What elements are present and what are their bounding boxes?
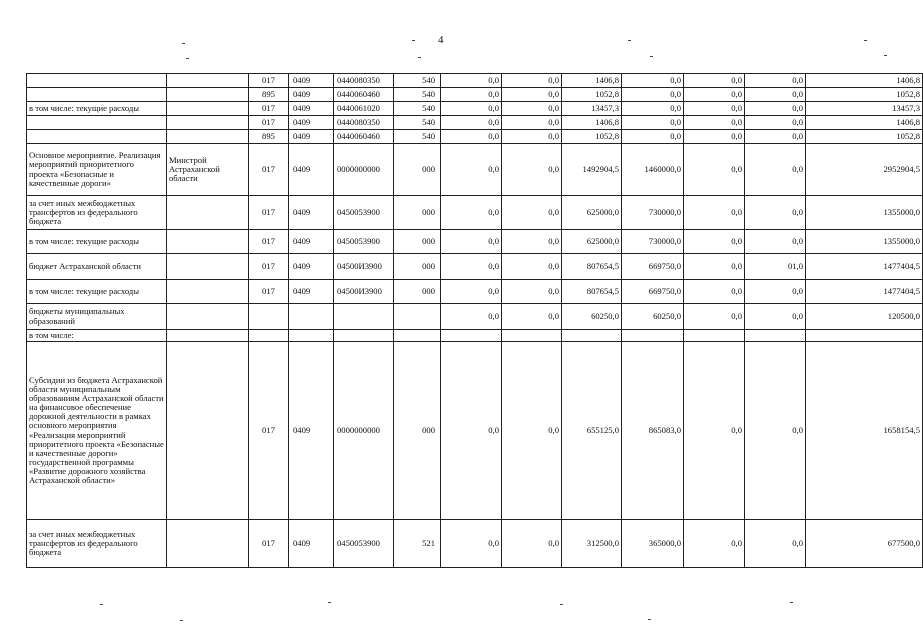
row-value-5: 0,0 [684,304,745,330]
row-expense-type-code: 000 [394,196,441,230]
scan-speck [650,56,653,57]
row-ministry-code: 017 [249,144,289,196]
row-value-3: 60250,0 [562,304,622,330]
row-total: 1052,8 [806,130,923,144]
row-total: 13457,3 [806,102,923,116]
table-row [27,74,923,88]
row-value-1: 0,0 [441,116,502,130]
row-section-code [289,330,334,342]
row-ministry-code: 017 [249,116,289,130]
row-expense-type-code: 000 [394,342,441,520]
row-value-6: 0,0 [745,116,806,130]
row-value-4: 669750,0 [622,254,684,280]
row-section-code [289,304,334,330]
row-value-6: 0,0 [745,74,806,88]
row-expense-type-code: 000 [394,280,441,304]
row-value-2: 0,0 [502,102,562,116]
row-value-5: 0,0 [684,254,745,280]
scan-speck [412,40,415,41]
row-value-2: 0,0 [502,280,562,304]
row-total: 1052,8 [806,88,923,102]
row-section-code: 0409 [289,280,334,304]
scan-speck [884,55,887,56]
row-value-2: 0,0 [502,88,562,102]
row-value-6: 0,0 [745,130,806,144]
row-target-article-code: 0440060460 [334,130,394,144]
row-executor [167,342,249,520]
row-expense-type-code: 000 [394,230,441,254]
row-description [27,74,167,88]
row-value-5: 0,0 [684,102,745,116]
row-value-6: 0,0 [745,230,806,254]
row-target-article-code: 0440060460 [334,88,394,102]
row-value-1: 0,0 [441,280,502,304]
row-section-code: 0409 [289,196,334,230]
scan-speck [628,40,631,41]
row-value-6: 0,0 [745,342,806,520]
scan-speck [648,619,651,620]
row-ministry-code: 017 [249,520,289,568]
row-executor [167,230,249,254]
row-executor [167,196,249,230]
row-executor [167,102,249,116]
row-value-5: 0,0 [684,130,745,144]
scan-speck [180,620,183,621]
row-value-2: 0,0 [502,130,562,144]
row-target-article-code: 0450053900 [334,520,394,568]
row-description [27,88,167,102]
scan-speck [186,58,189,59]
row-value-3: 807654,5 [562,280,622,304]
row-value-1: 0,0 [441,74,502,88]
row-value-6: 0,0 [745,280,806,304]
table-row [27,342,923,520]
row-description: бюджет Астраханской области [27,254,167,280]
row-expense-type-code: 540 [394,74,441,88]
row-value-5: 0,0 [684,280,745,304]
row-total: 677500,0 [806,520,923,568]
row-value-5: 0,0 [684,116,745,130]
row-value-6: 0,0 [745,144,806,196]
row-value-6: 0,0 [745,520,806,568]
table-row [27,88,923,102]
row-value-2: 0,0 [502,342,562,520]
row-target-article-code: 0000000000 [334,144,394,196]
scan-speck [560,604,563,605]
row-value-4: 669750,0 [622,280,684,304]
row-value-3: 312500,0 [562,520,622,568]
row-value-6 [745,330,806,342]
row-value-5: 0,0 [684,342,745,520]
row-value-1: 0,0 [441,88,502,102]
row-executor [167,254,249,280]
row-description: в том числе: текущие расходы [27,280,167,304]
row-value-1: 0,0 [441,196,502,230]
table-row [27,254,923,280]
row-value-4: 60250,0 [622,304,684,330]
row-value-5: 0,0 [684,88,745,102]
row-section-code: 0409 [289,230,334,254]
row-value-2: 0,0 [502,74,562,88]
row-executor [167,304,249,330]
row-value-4: 0,0 [622,130,684,144]
row-value-4 [622,330,684,342]
row-ministry-code: 017 [249,342,289,520]
row-value-1: 0,0 [441,254,502,280]
row-total: 2952904,5 [806,144,923,196]
row-total: 1355000,0 [806,230,923,254]
row-value-2: 0,0 [502,254,562,280]
row-total: 1658154,5 [806,342,923,520]
row-value-3: 13457,3 [562,102,622,116]
row-value-6: 0,0 [745,304,806,330]
row-value-1: 0,0 [441,130,502,144]
row-expense-type-code: 540 [394,102,441,116]
row-target-article-code [334,330,394,342]
row-value-3: 655125,0 [562,342,622,520]
table-row [27,196,923,230]
row-description: Субсидии из бюджета Астраханской области муниципальным образованиям Астраханской области на финансовое обеспечение дорожной деятельности в рамках основного мероприятия «Реализация мероприятий приоритетного проекта «Безопасные и качественные дороги» государственной программы «Развитие дорожного хозяйства Астраханской области» [27,342,167,520]
row-section-code: 0409 [289,74,334,88]
row-value-5 [684,330,745,342]
row-value-4: 1460000,0 [622,144,684,196]
row-value-1: 0,0 [441,342,502,520]
table-row [27,144,923,196]
row-executor: Минстрой Астраханской области [167,144,249,196]
row-value-6: 0,0 [745,196,806,230]
row-target-article-code: 0440080350 [334,74,394,88]
row-section-code: 0409 [289,102,334,116]
row-ministry-code [249,304,289,330]
page-number: 4 [438,34,444,46]
table-row [27,304,923,330]
row-total: 1477404,5 [806,280,923,304]
row-value-6: 01,0 [745,254,806,280]
row-value-5: 0,0 [684,230,745,254]
row-ministry-code: 895 [249,88,289,102]
row-section-code: 0409 [289,520,334,568]
row-target-article-code: 0450053900 [334,230,394,254]
row-ministry-code: 017 [249,230,289,254]
row-value-3: 1492904,5 [562,144,622,196]
row-description: в том числе: [27,330,167,342]
row-value-2: 0,0 [502,230,562,254]
row-executor [167,330,249,342]
row-value-6: 0,0 [745,88,806,102]
row-value-4: 0,0 [622,116,684,130]
row-ministry-code: 017 [249,254,289,280]
row-section-code: 0409 [289,342,334,520]
row-description: бюджеты муниципальных образований [27,304,167,330]
row-section-code: 0409 [289,130,334,144]
row-total: 120500,0 [806,304,923,330]
row-description: Основное мероприятие. Реализация мероприятий приоритетного проекта «Безопасные и качественные дороги» [27,144,167,196]
row-executor [167,520,249,568]
row-value-2: 0,0 [502,520,562,568]
row-ministry-code: 017 [249,196,289,230]
row-value-2: 0,0 [502,304,562,330]
row-target-article-code: 0000000000 [334,342,394,520]
row-expense-type-code: 540 [394,130,441,144]
row-value-2: 0,0 [502,116,562,130]
row-executor [167,74,249,88]
scan-speck [328,602,331,603]
row-ministry-code: 017 [249,74,289,88]
row-ministry-code: 895 [249,130,289,144]
row-target-article-code: 0440061020 [334,102,394,116]
table-row [27,130,923,144]
table-row [27,116,923,130]
row-expense-type-code [394,304,441,330]
row-section-code: 0409 [289,254,334,280]
row-expense-type-code [394,330,441,342]
row-description [27,130,167,144]
row-value-4: 730000,0 [622,196,684,230]
budget-table [26,73,923,568]
row-value-3: 625000,0 [562,196,622,230]
scan-speck [790,602,793,603]
row-value-2 [502,330,562,342]
row-executor [167,130,249,144]
row-value-4: 730000,0 [622,230,684,254]
row-total: 1477404,5 [806,254,923,280]
row-ministry-code [249,330,289,342]
row-target-article-code: 0450053900 [334,196,394,230]
row-target-article-code: 04500И3900 [334,254,394,280]
row-value-2: 0,0 [502,144,562,196]
row-target-article-code: 04500И3900 [334,280,394,304]
row-description: в том числе: текущие расходы [27,102,167,116]
row-value-3: 807654,5 [562,254,622,280]
row-value-5: 0,0 [684,196,745,230]
row-ministry-code: 017 [249,280,289,304]
table-row [27,230,923,254]
row-value-5: 0,0 [684,520,745,568]
row-section-code: 0409 [289,88,334,102]
row-value-1: 0,0 [441,230,502,254]
row-value-3: 1052,8 [562,88,622,102]
table-row [27,330,923,342]
row-value-3: 1406,8 [562,74,622,88]
row-value-6: 0,0 [745,102,806,116]
scan-speck [864,40,867,41]
row-total: 1355000,0 [806,196,923,230]
table-row [27,102,923,116]
scan-speck [182,43,185,44]
row-value-1: 0,0 [441,520,502,568]
scan-speck [418,57,421,58]
row-expense-type-code: 000 [394,144,441,196]
row-expense-type-code: 540 [394,116,441,130]
table-row [27,520,923,568]
row-value-1: 0,0 [441,102,502,116]
row-description [27,116,167,130]
row-target-article-code [334,304,394,330]
row-description: за счет иных межбюджетных трансфертов из федерального бюджета [27,196,167,230]
row-target-article-code: 0440080350 [334,116,394,130]
row-section-code: 0409 [289,116,334,130]
row-expense-type-code: 000 [394,254,441,280]
row-total: 1406,8 [806,116,923,130]
row-executor [167,88,249,102]
row-value-2: 0,0 [502,196,562,230]
row-description: за счет иных межбюджетных трансфертов из федерального бюджета [27,520,167,568]
row-value-4: 365000,0 [622,520,684,568]
row-expense-type-code: 540 [394,88,441,102]
row-total: 1406,8 [806,74,923,88]
row-value-3: 1406,8 [562,116,622,130]
row-value-3 [562,330,622,342]
row-value-4: 0,0 [622,88,684,102]
row-executor [167,280,249,304]
row-value-1: 0,0 [441,304,502,330]
row-executor [167,116,249,130]
table-row [27,280,923,304]
row-expense-type-code: 521 [394,520,441,568]
row-value-1 [441,330,502,342]
row-value-5: 0,0 [684,144,745,196]
row-description: в том числе: текущие расходы [27,230,167,254]
row-value-1: 0,0 [441,144,502,196]
row-total [806,330,923,342]
row-ministry-code: 017 [249,102,289,116]
row-value-5: 0,0 [684,74,745,88]
row-value-3: 625000,0 [562,230,622,254]
row-section-code: 0409 [289,144,334,196]
row-value-4: 0,0 [622,74,684,88]
row-value-3: 1052,8 [562,130,622,144]
row-value-4: 865083,0 [622,342,684,520]
scan-speck [100,604,103,605]
row-value-4: 0,0 [622,102,684,116]
